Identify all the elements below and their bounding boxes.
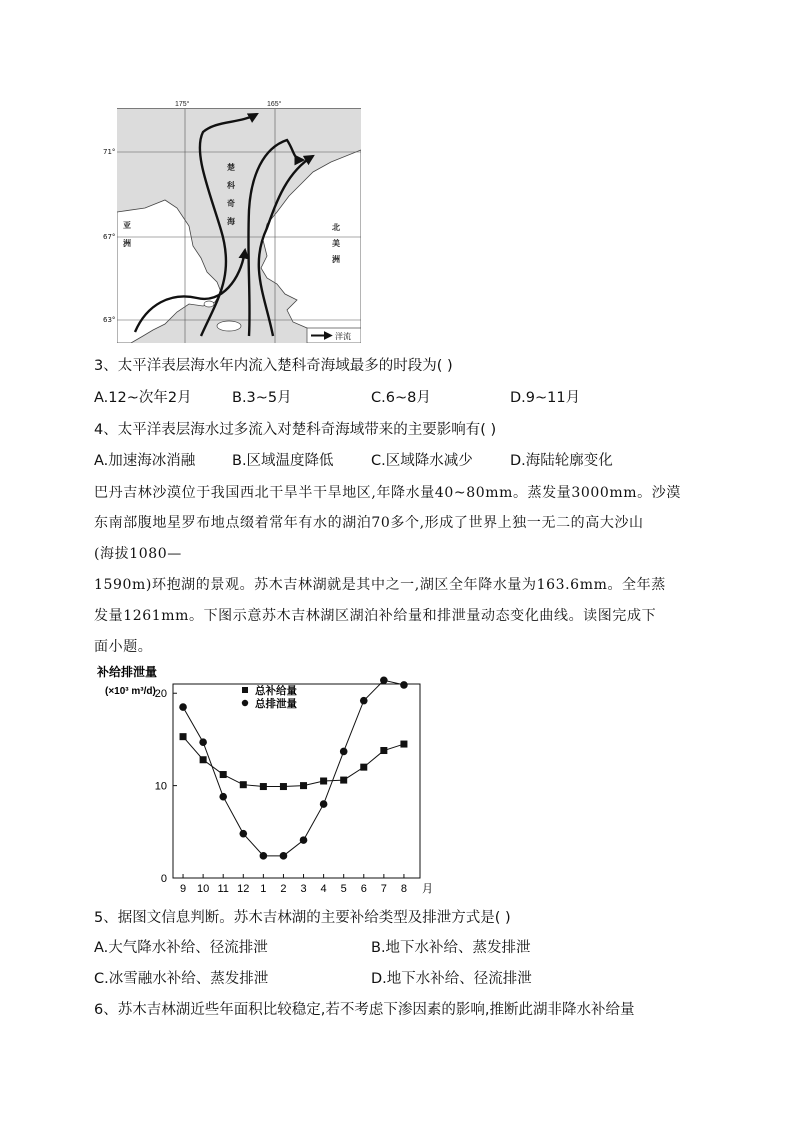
lat-label: 67° (103, 233, 116, 241)
sea-label: 楚 (227, 163, 235, 172)
data-point-circle (260, 852, 268, 860)
x-tick-label: 9 (179, 883, 187, 895)
legend-marker-circle (242, 700, 248, 706)
q3-stem: 3、太平洋表层海水年内流入楚科奇海域最多的时段为( ) (94, 358, 453, 374)
passage-line: (海拔1080— (94, 546, 182, 562)
svg-text:科: 科 (227, 181, 235, 190)
x-tick-label: 11 (217, 883, 229, 895)
data-point-circle (300, 836, 308, 844)
x-tick-label: 5 (340, 883, 347, 895)
passage-line: 面小题。 (94, 639, 153, 655)
data-point-square (300, 782, 307, 789)
q4-option-a[interactable]: A.加速海冰消融 (94, 453, 196, 469)
y-tick-label: 0 (160, 873, 167, 885)
q3-option-d[interactable]: D.9~11月 (510, 390, 581, 406)
q5-option-b[interactable]: B.地下水补给、蒸发排泄 (371, 940, 531, 956)
data-point-square (400, 741, 407, 748)
data-point-circle (380, 677, 388, 685)
data-point-square (200, 756, 207, 763)
data-point-circle (179, 703, 187, 711)
y-tick-label: 20 (154, 688, 167, 701)
svg-text:洲: 洲 (123, 239, 131, 248)
lat-label: 63° (103, 316, 116, 324)
lake-balance-chart (95, 664, 435, 896)
island (204, 301, 214, 307)
asia-label: 亚 (123, 221, 131, 230)
data-point-circle (320, 800, 328, 808)
data-point-square (240, 781, 247, 788)
x-tick-label: 2 (280, 883, 287, 895)
chukchi-sea-map (117, 100, 361, 343)
data-point-square (260, 783, 267, 790)
q6-stem: 6、苏木吉林湖近些年面积比较稳定,若不考虑下渗因素的影响,推断此湖非降水补给量 (94, 1002, 635, 1018)
data-point-square (180, 733, 187, 740)
legend-label: 总排泄量 (255, 698, 297, 710)
plot-frame (173, 684, 420, 878)
x-tick-label: 7 (380, 883, 387, 895)
passage-line: 1590m)环抱湖的景观。苏木吉林湖就是其中之一,湖区全年降水量为163.6mm。全年蒸 (94, 577, 666, 593)
svg-text:洲: 洲 (332, 255, 340, 264)
data-point-circle (340, 748, 348, 756)
lon-label: 175° (175, 101, 190, 108)
passage-line: 发量1261mm。下图示意苏木吉林湖区湖泊补给量和排泄量动态变化曲线。读图完成下 (94, 608, 657, 624)
q4-option-d[interactable]: D.海陆轮廓变化 (510, 453, 613, 469)
data-point-square (380, 747, 387, 754)
q3-option-b[interactable]: B.3~5月 (232, 390, 292, 406)
island (217, 321, 241, 331)
data-point-square (220, 771, 227, 778)
x-tick-label: 1 (260, 883, 267, 895)
lon-label: 165° (267, 101, 282, 108)
x-tick-label: 6 (360, 883, 367, 895)
data-point-circle (400, 681, 408, 689)
q4-option-c[interactable]: C.区域降水减少 (371, 453, 473, 469)
passage-line: 东南部腹地星罗布地点缀着常年有水的湖泊70多个,形成了世界上独一无二的高大沙山 (94, 515, 644, 531)
data-point-circle (199, 738, 207, 746)
x-tick-label: 10 (196, 883, 210, 895)
legend-label: 洋流 (335, 332, 351, 341)
data-point-circle (280, 852, 288, 860)
q4-option-b[interactable]: B.区域温度降低 (232, 453, 334, 469)
y-tick-label: 10 (154, 780, 167, 793)
lat-label: 71° (103, 148, 116, 156)
q3-option-a[interactable]: A.12~次年2月 (94, 390, 192, 406)
passage-line: 巴丹吉林沙漠位于我国西北干旱半干旱地区,年降水量40~80mm。蒸发量3000mm。沙漠 (94, 485, 681, 501)
x-tick-label: 4 (320, 883, 327, 895)
legend-marker-square (242, 687, 248, 693)
q5-stem: 5、据图文信息判断。苏木吉林湖的主要补给类型及排泄方式是( ) (94, 910, 511, 926)
q5-option-c[interactable]: C.冰雪融水补给、蒸发排泄 (94, 971, 269, 987)
data-point-circle (239, 830, 247, 838)
data-point-square (360, 764, 367, 771)
svg-text:美: 美 (332, 239, 340, 248)
q4-stem: 4、太平洋表层海水过多流入对楚科奇海域带来的主要影响有( ) (94, 422, 497, 438)
x-tick-label: 8 (400, 883, 407, 895)
data-point-circle (360, 697, 368, 705)
data-point-square (280, 783, 287, 790)
na-label: 北 (332, 223, 340, 232)
x-tick-label: 12 (237, 883, 250, 895)
q5-option-a[interactable]: A.大气降水补给、径流排泄 (94, 940, 268, 956)
x-axis-label: 月 (422, 883, 433, 895)
svg-text:海: 海 (227, 217, 235, 226)
chart-ylabel: 补给排泄量 (97, 665, 158, 679)
data-point-square (320, 778, 327, 785)
q5-option-d[interactable]: D.地下水补给、径流排泄 (371, 971, 532, 987)
chart-ylabel-unit: (×10³ m³/d) (105, 686, 156, 697)
legend-label: 总补给量 (255, 685, 297, 697)
q3-option-c[interactable]: C.6~8月 (371, 390, 431, 406)
data-point-circle (219, 793, 227, 801)
svg-text:奇: 奇 (227, 199, 235, 208)
x-tick-label: 3 (300, 883, 307, 895)
data-point-square (340, 777, 347, 784)
